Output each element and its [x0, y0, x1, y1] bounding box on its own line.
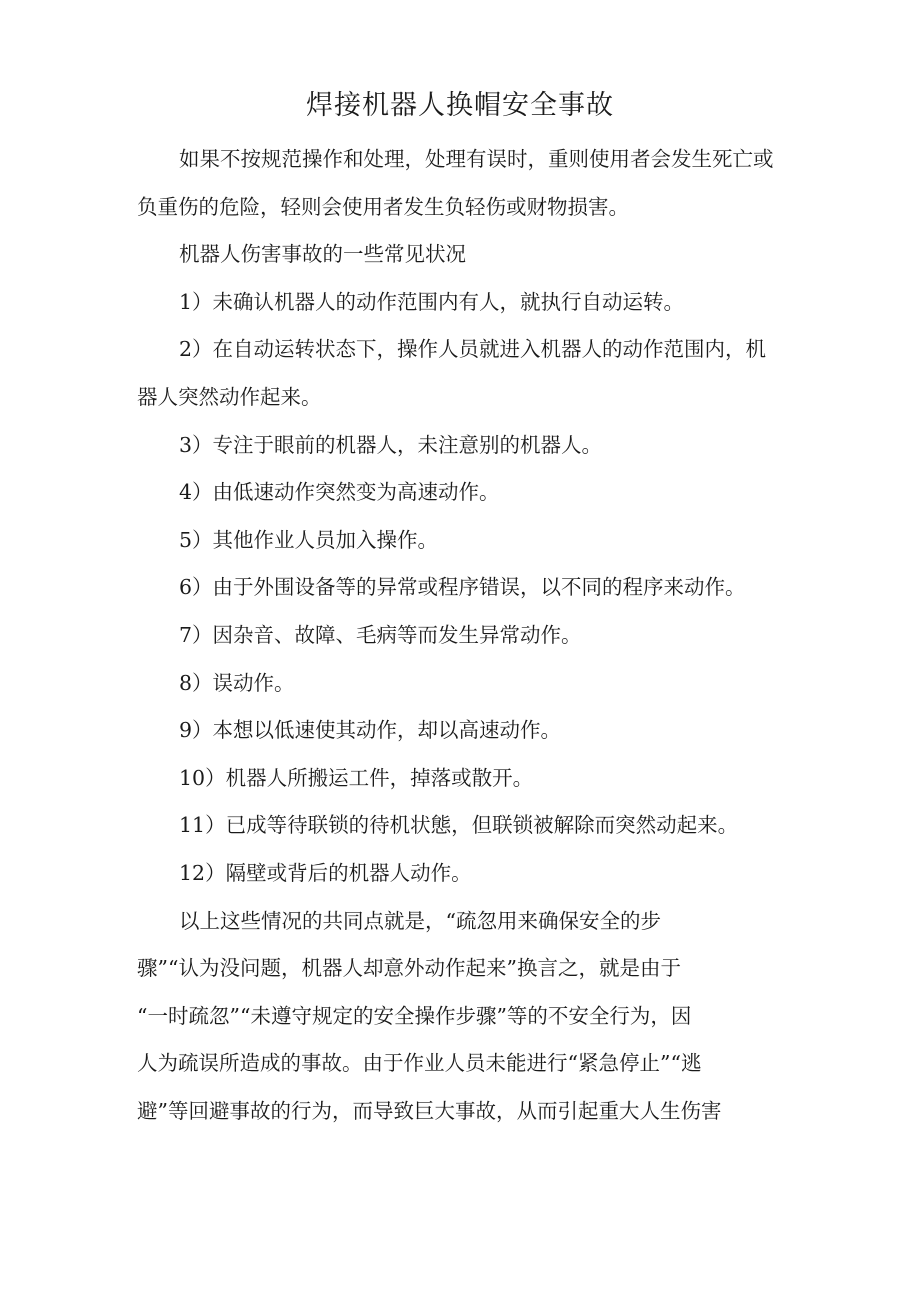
closing-line: 避”等回避事故的行为，而导致巨大事故，从而引起重大人生伤害: [137, 1098, 722, 1123]
list-item-6: 6）由于外围设备等的异常或程序错误，以不同的程序来动作。: [179, 575, 746, 600]
list-item-4: 4）由低速动作突然变为高速动作。: [179, 480, 500, 505]
list-item-11: 11）已成等待联锁的待机状態，但联锁被解除而突然动起来。: [179, 813, 739, 838]
list-item-9: 9）本想以低速使其动作，却以高速动作。: [179, 718, 562, 743]
list-item-10: 10）机器人所搬运工件，掉落或散开。: [179, 765, 534, 790]
list-item-5: 5）其他作业人员加入操作。: [179, 527, 439, 552]
closing-line: 以上这些情况的共同点就是，“疏忽用来确保安全的步: [179, 908, 661, 933]
closing-line: “一时疏忽”“未遵守规定的安全操作步骤”等的不安全行为，因: [137, 1003, 692, 1028]
paragraph-closing: [137, 898, 777, 1136]
list-item-7: 7）因杂音、故障、毛病等而发生异常动作。: [179, 622, 582, 647]
paragraph-intro: 如果不按规范操作和处理，处理有误时，重则使用者会发生死亡或负重伤的危险，轻则会使用者发生负轻伤或财物损害。: [137, 147, 774, 219]
paragraph-section-heading: 机器人伤害事故的一些常见状况: [179, 242, 466, 267]
list-item-8: 8）误动作。: [179, 670, 295, 695]
list-item-12: 12）隔壁或背后的机器人动作。: [179, 860, 472, 885]
document-body: [137, 136, 777, 1135]
document-title: 焊接机器人换帽安全事故: [306, 90, 614, 121]
closing-line: 人为疏误所造成的事故。由于作业人员未能进行“紧急停止”“逃: [137, 1051, 702, 1076]
list-item-1: 1）未确认机器人的动作范围内有人，就执行自动运转。: [179, 289, 685, 314]
list-item-2: 2）在自动运转状态下，操作人员就进入机器人的动作范围内，机器人突然动作起来。: [137, 337, 767, 409]
closing-line: 骤”“认为没问题，机器人却意外动作起来”换言之，就是由于: [137, 956, 681, 981]
list-item-3: 3）专注于眼前的机器人，未注意别的机器人。: [179, 432, 603, 457]
